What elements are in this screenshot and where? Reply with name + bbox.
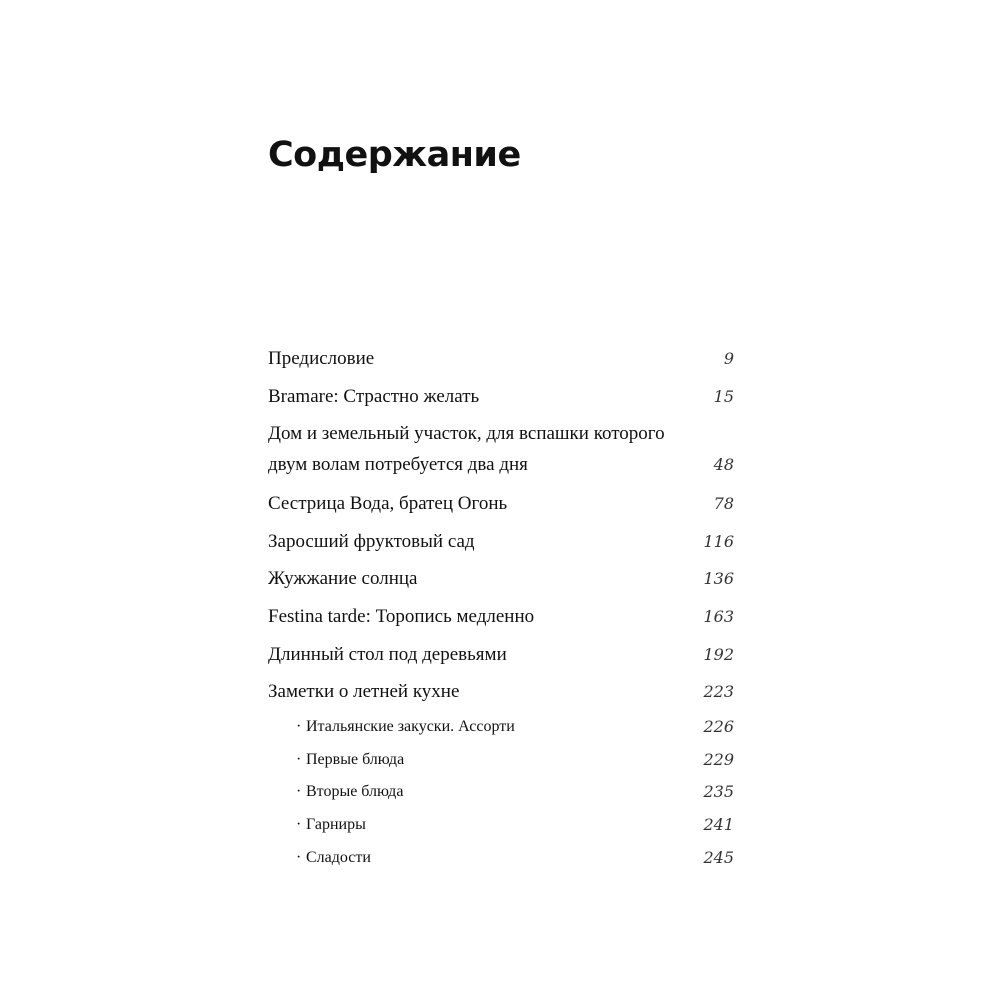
toc-entry-label: Жужжание солнца [268,568,418,590]
toc-subentry-second-courses [268,779,734,805]
page-title: Содержание [268,135,521,175]
toc-subentry-page: 241 [703,815,734,835]
toc-entry-orchard [268,526,734,557]
bullet-glyph: · [296,750,302,768]
toc-entry-page: 116 [703,531,734,551]
toc-subentry-antipasti [268,714,734,740]
toc-subentry-page: 226 [703,716,734,736]
toc-subentry-first-courses [268,747,734,773]
toc-entry-page: 78 [713,494,734,514]
toc-entry-preface [268,343,734,374]
toc-entry-page: 9 [723,349,734,368]
toc-subentry-label: Итальянские закуски. Ассорти [306,717,515,735]
toc-entry-page: 223 [703,682,734,702]
bullet-glyph: · [296,816,302,834]
toc-entry-bramare [268,381,734,412]
toc-entry-page: 163 [703,606,734,626]
toc-subentry-desserts [268,845,734,871]
toc-entry-long-table [268,639,734,670]
toc-entry-water-fire [268,488,734,519]
toc-entry-label: Дом и земельный участок, для вспашки которого двум волам потребуется два дня [268,423,665,476]
toc-entry-festina [268,601,734,632]
bullet-glyph: · [296,783,302,801]
toc-entry-page: 48 [713,455,734,475]
toc-subentry-label: Гарниры [306,816,366,834]
toc-entry-house [268,418,734,480]
toc-entry-label: Festina tarde: Торопись медленно [268,605,535,627]
toc-entry-label: Bramare: Страстно желать [268,385,480,407]
toc-subentry-label: Сладости [306,848,371,866]
toc-subentry-side-dishes [268,812,734,838]
toc-subentry-page: 245 [703,847,734,867]
toc-entry-label: Предисловие [268,348,375,369]
toc-subentry-label: Первые блюда [306,750,405,768]
bullet-glyph: · [296,848,302,866]
toc-entry-summer-kitchen [268,676,734,707]
toc-subentry-page: 235 [703,782,734,802]
toc-entry-page: 136 [703,569,734,589]
toc-entry-label: Заметки о летней кухне [268,681,460,703]
toc-entry-label: Сестрица Вода, братец Огонь [268,493,508,515]
toc-entry-label: Длинный стол под деревьями [268,643,507,665]
table-of-contents [268,343,734,878]
toc-subentry-page: 229 [703,749,734,769]
toc-entry-sun [268,563,734,594]
toc-entry-page: 15 [713,386,734,406]
bullet-glyph: · [296,717,302,735]
toc-entry-page: 192 [703,644,734,664]
toc-subentry-label: Вторые блюда [306,783,404,801]
toc-entry-label: Заросший фруктовый сад [268,530,475,552]
